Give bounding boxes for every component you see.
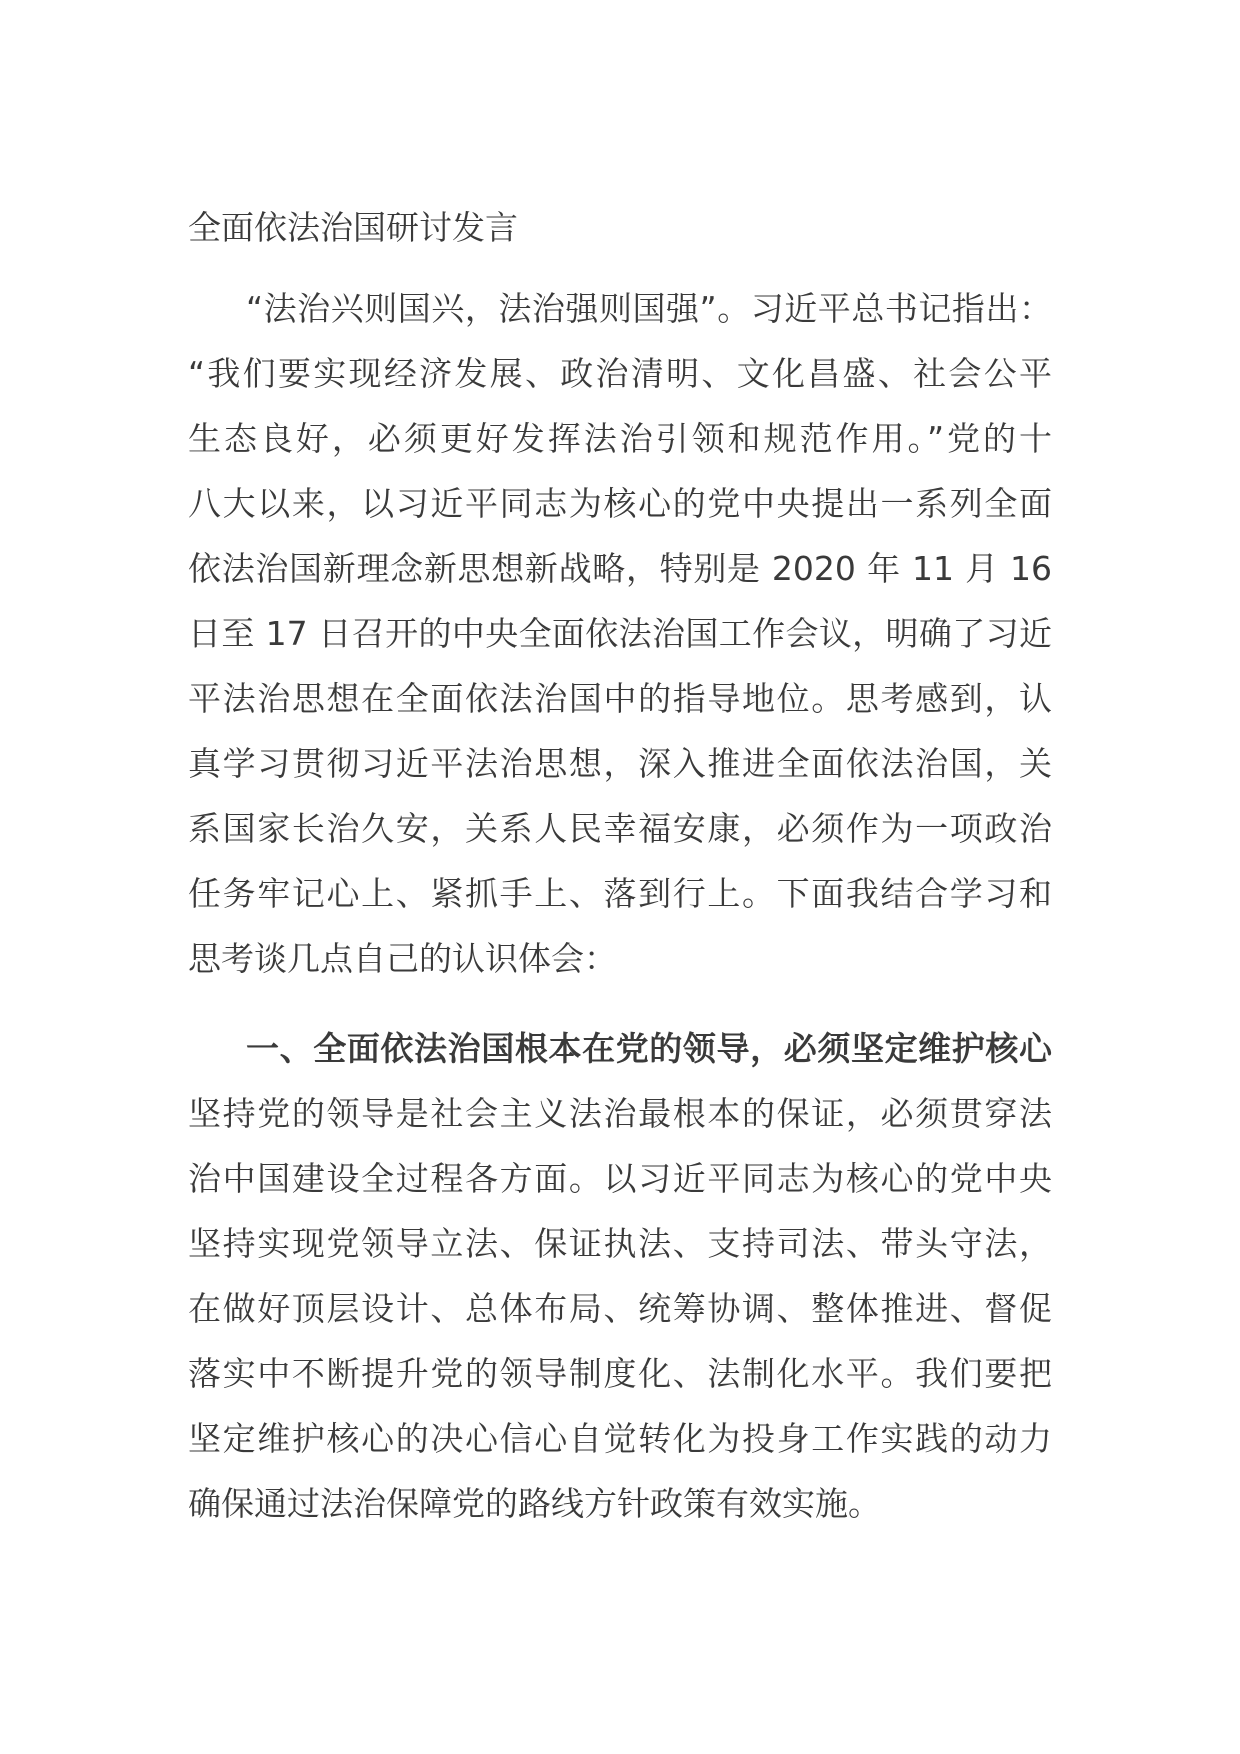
paragraph-line: 落实中不断提升党的领导制度化、法制化水平。我们要把 [188, 1354, 1052, 1393]
paragraph-line: 八大以来，以习近平同志为核心的党中央提出一系列全面 [188, 484, 1052, 523]
paragraph-intro [188, 276, 1052, 991]
paragraph-section1 [188, 1081, 1052, 1536]
document-title: 全面依法治国研讨发言 [188, 208, 518, 247]
paragraph-line: “法治兴则国兴，法治强则国强”。习近平总书记指出： [246, 289, 1052, 328]
section-heading: 一、全面依法治国根本在党的领导，必须坚定维护核心 [246, 1029, 1052, 1068]
paragraph-line: 治中国建设全过程各方面。以习近平同志为核心的党中央 [188, 1159, 1052, 1198]
paragraph-line: 日至 17 日召开的中央全面依法治国工作会议，明确了习近 [188, 614, 1052, 653]
paragraph-line: “我们要实现经济发展、政治清明、文化昌盛、社会公平 [188, 354, 1052, 393]
paragraph-line: 坚定维护核心的决心信心自觉转化为投身工作实践的动力 [188, 1419, 1052, 1458]
paragraph-line: 确保通过法治保障党的路线方针政策有效实施。 [188, 1484, 881, 1523]
paragraph-line: 任务牢记心上、紧抓手上、落到行上。下面我结合学习和 [188, 874, 1052, 913]
paragraph-line: 坚持党的领导是社会主义法治最根本的保证，必须贯穿法 [188, 1094, 1052, 1133]
paragraph-line: 在做好顶层设计、总体布局、统筹协调、整体推进、督促 [188, 1289, 1052, 1328]
paragraph-line: 依法治国新理念新思想新战略，特别是 2020 年 11 月 16 [188, 549, 1052, 588]
paragraph-line: 思考谈几点自己的认识体会： [188, 939, 617, 978]
paragraph-line: 系国家长治久安，关系人民幸福安康，必须作为一项政治 [188, 809, 1052, 848]
paragraph-line: 真学习贯彻习近平法治思想，深入推进全面依法治国，关 [188, 744, 1052, 783]
paragraph-line: 坚持实现党领导立法、保证执法、支持司法、带头守法， [188, 1224, 1052, 1263]
paragraph-line: 平法治思想在全面依法治国中的指导地位。思考感到，认 [188, 679, 1052, 718]
paragraph-line: 生态良好，必须更好发挥法治引领和规范作用。”党的十 [188, 419, 1052, 458]
